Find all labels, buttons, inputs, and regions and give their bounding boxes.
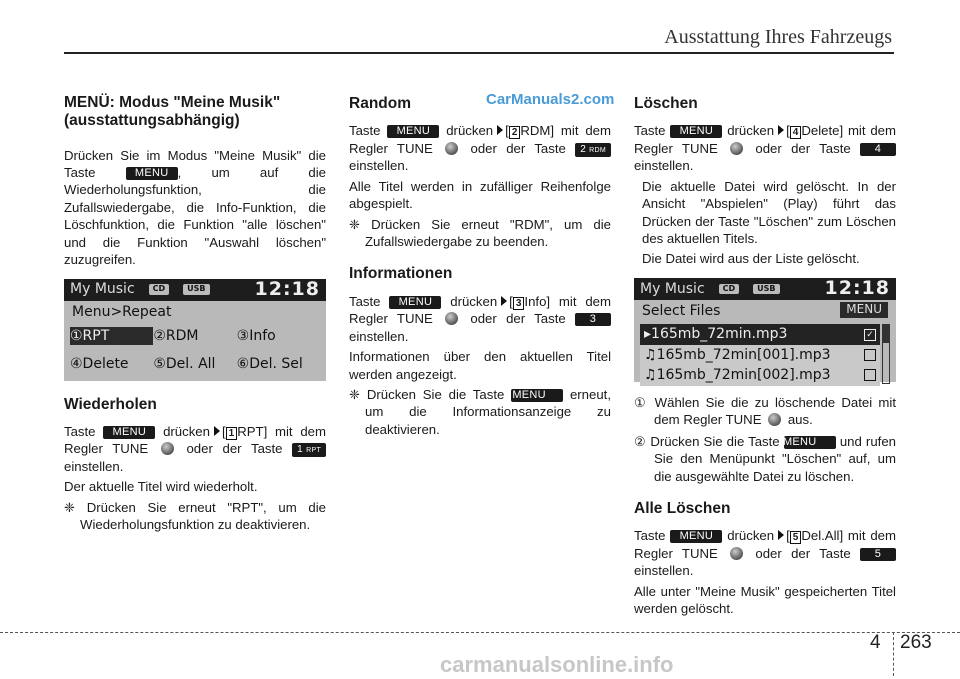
- screen-header: [634, 300, 896, 322]
- file-row[interactable]: ♫ 165mb_72min[002].mp3: [640, 365, 880, 385]
- rpt-button-badge: 1 RPT: [292, 443, 326, 457]
- menu-button-badge: MENU: [387, 125, 439, 138]
- random-result: Alle Titel werden in zufälliger Reihenfolge abgespielt.: [349, 178, 611, 212]
- tune-knob-icon: [161, 442, 174, 455]
- file-list: [640, 324, 880, 385]
- scrollbar[interactable]: [882, 324, 890, 384]
- page-number-divider: [893, 632, 895, 676]
- tune-knob-icon: [445, 142, 458, 155]
- arrow-right-icon: [214, 426, 220, 436]
- arrow-right-icon: [778, 125, 784, 135]
- checkbox-icon[interactable]: [864, 369, 876, 381]
- delete-step-2: ② Drücken Sie die Taste MENU und rufen Sie den Menüpunkt "Löschen" auf, um die ausgewählte Datei zu löschen.: [634, 433, 896, 484]
- random-heading: Random: [349, 95, 411, 112]
- button-3-badge: 3: [575, 313, 611, 326]
- repeat-paragraph: Taste MENU drücken [ 1 RPT] mit dem Regler TUNE oder der Taste 1 RPT einstellen.: [64, 423, 326, 474]
- tune-knob-icon: [730, 142, 743, 155]
- delete-result-2: Die Datei wird aus der Liste gelöscht.: [642, 251, 860, 267]
- column-2: [349, 94, 611, 441]
- menu-button-badge: MENU: [670, 125, 722, 138]
- checkbox-checked-icon[interactable]: ✓: [864, 329, 876, 341]
- delete-all-heading: Alle Löschen: [634, 499, 731, 517]
- screen-menu-chip[interactable]: MENU: [840, 302, 888, 318]
- tune-knob-icon: [768, 413, 781, 426]
- scrollbar-thumb[interactable]: [883, 325, 889, 343]
- section-title: MENÜ: Modus "Meine Musik" (ausstattungsabhängig): [64, 94, 281, 130]
- usb-chip: USB: [753, 284, 779, 295]
- menu-options-grid: [64, 323, 326, 378]
- select-files-screen: [634, 278, 896, 382]
- arrow-right-icon: [778, 530, 784, 540]
- column-3: [634, 94, 896, 621]
- menu-button-badge: MENU: [670, 530, 722, 543]
- screen-clock: 12:18: [254, 277, 320, 300]
- screen-breadcrumb: Menu>Repeat: [72, 303, 172, 320]
- screen-clock: 12:18: [824, 277, 890, 300]
- menu-option-rdm[interactable]: ②RDM: [153, 327, 199, 344]
- header-rule: [64, 52, 894, 54]
- cd-chip: CD: [719, 284, 740, 295]
- music-note-icon: ♫: [644, 367, 657, 384]
- checkbox-icon[interactable]: [864, 349, 876, 361]
- delete-step-1: ① Wählen Sie die zu löschende Datei mit dem Regler TUNE aus.: [634, 394, 896, 428]
- delete-result: Die aktuelle Datei wird gelöscht. In der Ansicht "Abspielen" (Play) führt das Drücken der Taste "Löschen" zum Löschen des aktuellen Titels.: [642, 178, 896, 246]
- section-number: 4: [870, 632, 881, 653]
- footer-rule: [0, 632, 960, 633]
- play-icon: ▸: [644, 326, 652, 343]
- arrow-right-icon: [497, 125, 503, 135]
- menu-option-del-all[interactable]: ⑤Del. All: [153, 356, 216, 373]
- column-1: [64, 94, 326, 537]
- screen-header-title: Select Files: [642, 302, 721, 319]
- header-title: Ausstattung Ihres Fahrzeugs: [664, 26, 892, 48]
- menu-button-badge: MENU: [389, 296, 441, 309]
- tune-knob-icon: [730, 547, 743, 560]
- random-paragraph: Taste MENU drücken [ 2 RDM] mit dem Regler TUNE oder der Taste 2 RDM einstellen.: [349, 123, 611, 174]
- menu-button-badge: MENU: [511, 389, 563, 402]
- watermark-top: CarManuals2.com: [486, 91, 615, 108]
- screen-title: My Music: [640, 280, 705, 297]
- menu-repeat-screen: [64, 279, 326, 381]
- screen-topbar: [634, 278, 896, 300]
- rdm-button-badge: 2 RDM: [575, 143, 611, 157]
- file-row[interactable]: ▸ 165mb_72min.mp3 ✓: [640, 324, 880, 344]
- menu-option-info[interactable]: ③Info: [236, 327, 276, 344]
- number-box: 4: [790, 126, 802, 139]
- info-note: ❈ Drücken Sie die Taste MENU erneut, um die Informationsanzeige zu deaktivieren.: [349, 386, 611, 437]
- number-box: 1: [226, 427, 238, 440]
- menu-option-rpt[interactable]: ①RPT: [70, 327, 153, 345]
- info-heading: Informationen: [349, 265, 453, 283]
- delete-paragraph: Taste MENU drücken [ 4 Delete] mit dem Regler TUNE oder der Taste 4 einstellen.: [634, 123, 896, 174]
- number-box: 5: [790, 531, 802, 544]
- info-paragraph: Taste MENU drücken [ 3 Info] mit dem Regler TUNE oder der Taste 3 einstellen.: [349, 293, 611, 344]
- delete-all-paragraph: Taste MENU drücken [ 5 Del.All] mit dem Regler TUNE oder der Taste 5 einstellen.: [634, 528, 896, 579]
- watermark-bottom: carmanualsonline.info: [440, 652, 674, 677]
- delete-heading: Löschen: [634, 95, 698, 112]
- arrow-right-icon: [501, 296, 507, 306]
- screen-topbar: [64, 279, 326, 301]
- number-box: 2: [509, 126, 521, 139]
- button-4-badge: 4: [860, 143, 896, 156]
- button-5-badge: 5: [860, 548, 896, 561]
- page-number: 263: [900, 632, 932, 653]
- menu-button-badge: MENU: [126, 167, 178, 180]
- delete-all-result: Alle unter "Meine Musik" gespeicherten Titel werden gelöscht.: [634, 583, 896, 617]
- menu-button-badge: MENU: [784, 436, 836, 449]
- tune-knob-icon: [445, 312, 458, 325]
- menu-button-badge: MENU: [103, 426, 155, 439]
- cd-chip: CD: [149, 284, 170, 295]
- music-note-icon: ♫: [644, 346, 657, 363]
- random-note: ❈ Drücken Sie erneut "RDM", um die Zufallswiedergabe zu beenden.: [349, 216, 611, 249]
- repeat-heading: Wiederholen: [64, 395, 157, 413]
- screen-title: My Music: [70, 281, 135, 298]
- number-box: 3: [513, 297, 525, 310]
- menu-option-delete[interactable]: ④Delete: [70, 356, 129, 373]
- intro-paragraph: Drücken Sie im Modus "Meine Musik" die Taste MENU , um auf die Wiederholungsfunktion, die Zufallswiedergabe, die Info-Funktion, die Löschfunktion, die Funktion "alle löschen" und die Funktion "Auswahl löschen" zuzugreifen.: [64, 147, 326, 268]
- usb-chip: USB: [183, 284, 209, 295]
- file-row[interactable]: ♫ 165mb_72min[001].mp3: [640, 345, 880, 365]
- repeat-note: ❈ Drücken Sie erneut "RPT", um die Wiederholungsfunktion zu deaktivieren.: [64, 499, 326, 533]
- info-result: Informationen über den aktuellen Titel werden angezeigt.: [349, 349, 611, 382]
- menu-option-del-sel[interactable]: ⑥Del. Sel: [236, 356, 303, 373]
- repeat-result: Der aktuelle Titel wird wiederholt.: [64, 479, 258, 495]
